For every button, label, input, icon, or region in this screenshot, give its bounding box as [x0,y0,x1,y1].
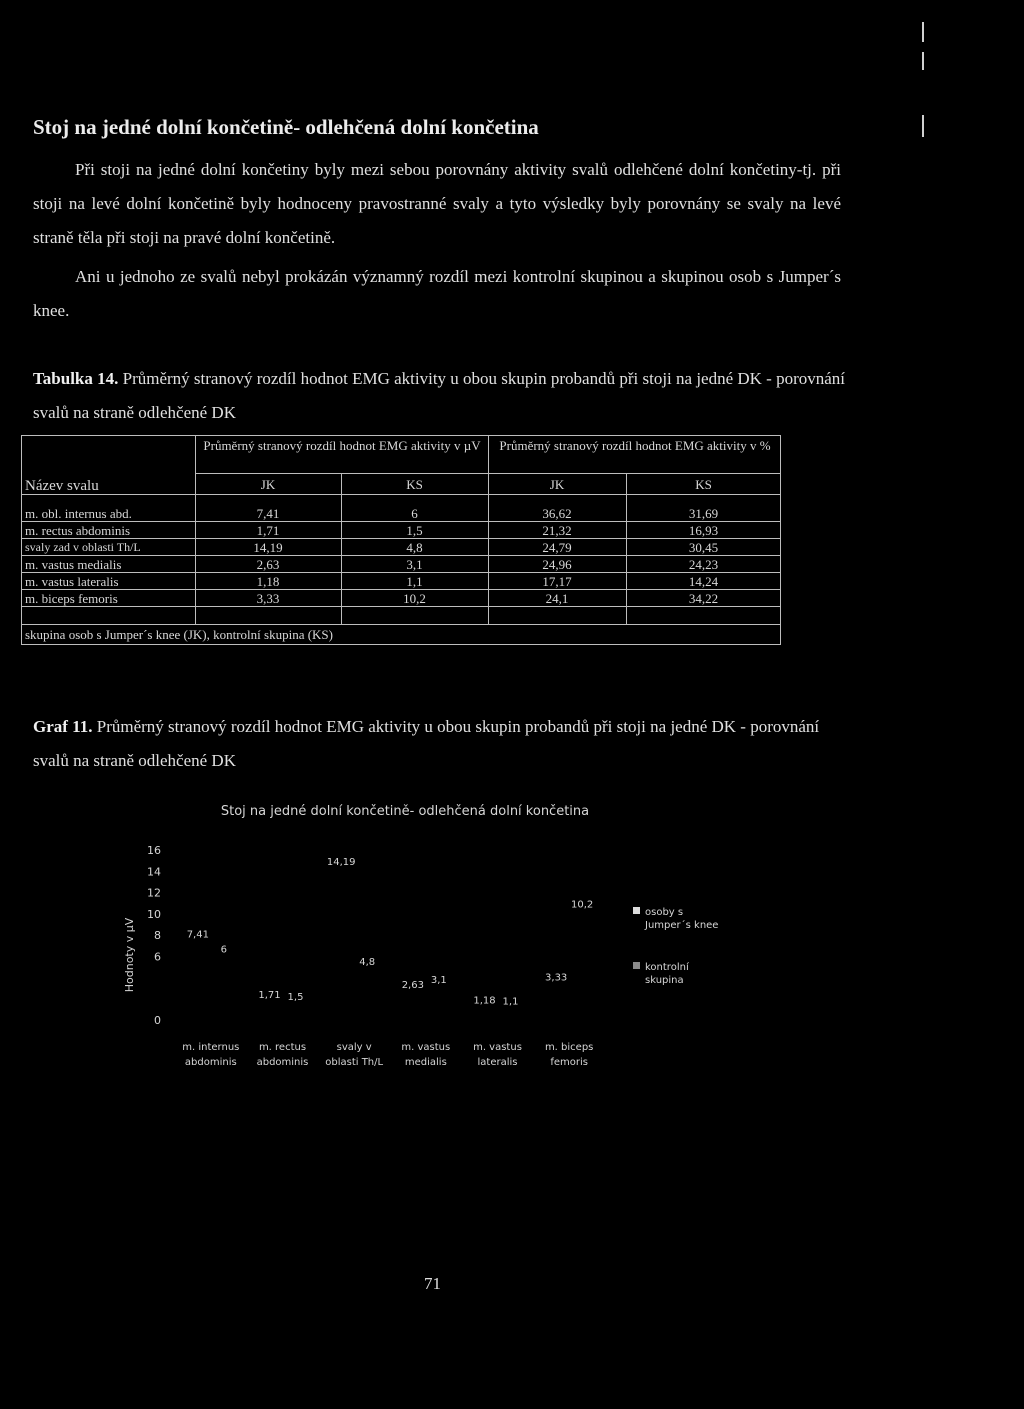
bar-jk [480,1007,496,1020]
table-cell: 10,2 [403,591,426,606]
data-label: 3,1 [430,975,447,987]
table-cell: 24,79 [542,540,572,555]
paragraph-1: Při stoji na jedné dolní končetiny byly mezi sebou porovnány aktivity svalů odlehčené dolní končetiny-tj. při stoji na levé dolní končetině byly hodnoceny pravostranné svaly a tyto výsledky byly porovnány se svaly na levé straně těla při stoji na pravé dolní končetině. [33,160,841,247]
legend-label: Jumper´s knee [645,920,719,931]
y-tick-label: 10 [147,907,161,921]
table-col-name: Název svalu [25,478,99,494]
data-label: 4,8 [359,957,376,968]
x-tick-label: abdominis [256,1057,309,1068]
table-row-name: m. obl. internus abd. [25,506,132,521]
bar-jk [408,992,424,1020]
bar-ks [354,969,370,1020]
x-tick-label: m. rectus [258,1042,307,1053]
table-row-name: m. vastus lateralis [25,574,119,589]
legend-swatch [633,907,640,914]
table-cell: 3,33 [256,591,280,606]
bar-chart [105,795,745,1115]
data-label: 1,18 [473,995,496,1007]
table-cell: 2,63 [256,557,280,572]
legend-swatch [633,962,640,969]
data-label: 7,41 [186,929,209,941]
table-cell: 24,1 [545,591,569,606]
table-cell: 1,71 [256,523,280,538]
bar-ks [569,912,585,1020]
bar-jk [265,1002,281,1020]
legend-label: osoby s [645,907,684,918]
table-cell: 30,45 [688,540,719,555]
table-cell: 36,62 [542,506,572,521]
table-caption-label: Tabulka 14. [33,369,119,388]
table-divider [21,624,781,625]
table-cell: 6 [411,506,418,521]
x-tick-label: oblasti Th/L [325,1057,384,1068]
x-tick-label: lateralis [477,1057,518,1068]
table-col-jk-pct: JK [549,477,565,492]
data-label: 1,5 [287,992,304,1004]
table-row-name: svaly zad v oblasti Th/L [25,540,141,554]
chart-title: Stoj na jedné dolní končetině- odlehčená dolní končetina [220,804,590,819]
data-label: 6 [220,944,228,956]
table-cell: 14,19 [253,540,283,555]
bar-jk [193,941,209,1020]
table-cell: 24,23 [688,557,719,572]
table-caption [33,362,853,430]
y-tick-label: 8 [154,929,161,942]
bar-jk [336,869,352,1020]
table-cell: 21,32 [542,523,572,538]
table-cell: 17,17 [542,574,572,589]
x-tick-label: femoris [550,1057,588,1068]
graph-caption-label: Graf 11. [33,717,93,736]
table-col-jk-uv: JK [260,477,276,492]
table-divider [21,494,781,495]
bar-ks [498,1008,514,1020]
graph-caption [33,710,848,778]
margin-mark [922,52,924,70]
emg-table [21,435,781,645]
table-caption-text: Průměrný stranový rozdíl hodnot EMG aktivity u obou skupin probandů při stoji na jedné DK - porovnání svalů na straně odlehčené DK [33,369,846,422]
x-tick-label: svaly v [336,1042,372,1053]
table-cell: 7,41 [256,506,280,521]
table-cell: 3,1 [406,557,423,572]
y-tick-label: 16 [147,844,161,857]
data-label: 1,71 [258,989,281,1001]
page-number: 71 [424,1274,441,1293]
legend-label: skupina [645,975,684,986]
table-cell: 1,18 [256,574,280,589]
x-tick-label: abdominis [184,1057,237,1068]
data-label: 1,1 [502,996,519,1008]
table-row-name: m. biceps femoris [25,591,118,606]
paragraph-2: Ani u jednoho ze svalů nebyl prokázán významný rozdíl mezi kontrolní skupinou a skupinou osob s Jumper´s knee. [33,267,841,320]
x-tick-label: m. biceps [544,1042,594,1053]
x-tick-label: m. vastus [401,1042,451,1053]
chart-ylabel: Hodnoty v µV [123,917,136,993]
y-tick-label: 6 [154,950,161,964]
data-label: 2,63 [401,980,424,992]
table-border-bottom [21,644,781,645]
data-label: 3,33 [545,972,568,984]
table-col-ks-uv: KS [406,477,423,492]
data-label: 14,19 [326,857,356,869]
table-cell: 24,96 [542,557,572,572]
y-tick-label: 14 [147,865,161,879]
section-heading: Stoj na jedné dolní končetině- odlehčená dolní končetina [33,115,539,139]
table-cell: 1,1 [406,574,423,589]
table-cell: 1,5 [406,523,423,538]
table-col-ks-pct: KS [695,477,712,492]
bar-ks [426,987,442,1020]
table-group-header-uv: Průměrný stranový rozdíl hodnot EMG aktivity v µV [203,438,481,453]
bar-ks [211,956,227,1020]
table-cell: 16,93 [688,523,719,538]
legend-label: kontrolní [645,962,689,973]
table-footnote: skupina osob s Jumper´s knee (JK), kontrolní skupina (KS) [25,627,333,642]
table-border-top [21,435,781,436]
table-divider [195,473,781,474]
bar-ks [283,1004,299,1020]
x-tick-label: m. internus [182,1042,240,1053]
table-group-header-pct: Průměrný stranový rozdíl hodnot EMG aktivity v % [499,438,771,453]
x-tick-label: m. vastus [473,1042,522,1053]
table-cell: 31,69 [688,506,719,521]
margin-mark [922,22,924,42]
x-tick-label: medialis [404,1057,447,1068]
data-label: 10,2 [571,899,594,911]
graph-caption-text: Průměrný stranový rozdíl hodnot EMG aktivity u obou skupin probandů při stoji na jedné DK - porovnání svalů na straně odlehčené DK [33,717,820,770]
y-tick-label: 0 [154,1014,161,1027]
y-tick-label: 12 [147,886,161,900]
bar-jk [551,985,567,1020]
table-cell: 34,22 [688,591,719,606]
table-border-left [21,435,22,645]
margin-mark [922,115,924,137]
table-row-name: m. rectus abdominis [25,523,131,538]
table-cell: 14,24 [688,574,719,589]
table-cell: 4,8 [406,540,423,555]
table-row-name: m. vastus medialis [25,557,122,572]
